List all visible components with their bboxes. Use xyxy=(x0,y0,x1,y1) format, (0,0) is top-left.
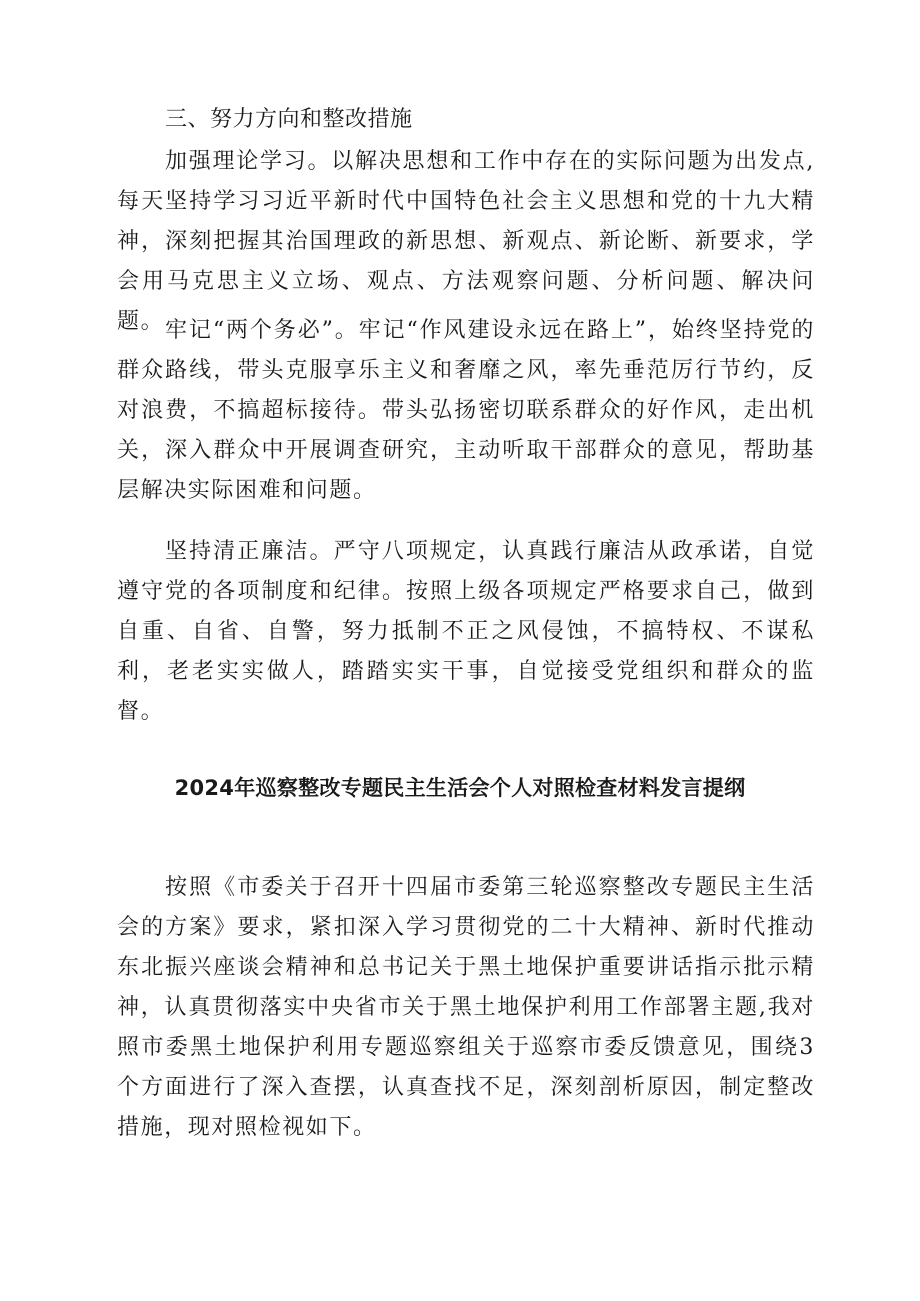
paragraph-intro: 按照《市委关于召开十四届市委第三轮巡察整改专题民主生活会的方案》要求，紧扣深入学习贯彻党的二十大精神、新时代推动东北振兴座谈会精神和总书记关于黑土地保护重要讲话指示批示精神，认真贯彻落实中央省市关于黑土地保护利用工作部署主题,我对照市委黑土地保护利用专题巡察组关于巡察市委反馈意见，围绕3个方面进行了深入查摆，认真查找不足，深刻剖析原因，制定整改措施，现对照检视如下。 xyxy=(117,875,815,1140)
paragraph-integrity: 坚持清正廉洁。严守八项规定，认真践行廉洁从政承诺，自觉遵守党的各项制度和纪律。按照上级各项规定严格要求自己，做到自重、自省、自警，努力抵制不正之风侵蚀，不搞特权、不谋私利，老老实实做人，踏踏实实干事，自觉接受党组织和群众的监督。 xyxy=(117,539,815,724)
document-title: 2024年巡察整改专题民主生活会个人对照检查材料发言提纲 xyxy=(174,776,746,800)
paragraph-two-musts: 牢记“两个务必”。牢记“作风建设永远在路上”，始终坚持党的群众路线，带头克服享乐主义和奢靡之风，率先垂范厉行节约，反对浪费，不搞超标接待。带头弘扬密切联系群众的好作风，走出机关，深入群众中开展调查研究，主动听取干部群众的意见，帮助基层解决实际困难和问题。 xyxy=(117,318,815,503)
paragraph-theory-study: 加强理论学习。以解决思想和工作中存在的实际问题为出发点,每天坚持学习习近平新时代中国特色社会主义思想和党的十九大精神，深刻把握其治国理政的新思想、新观点、新论断、新要求，学会用马克思主义立场、观点、方法观察问题、分析问题、解决问题。 xyxy=(117,149,815,334)
section-heading: 三、努力方向和整改措施 xyxy=(165,107,413,132)
